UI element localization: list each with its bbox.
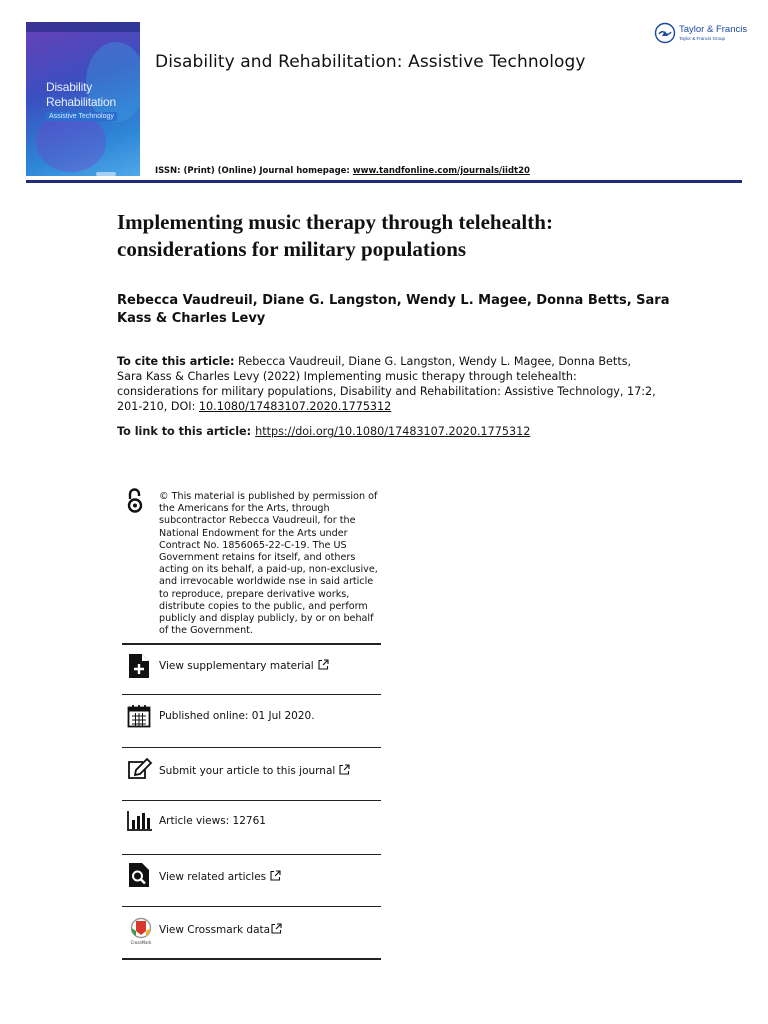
- supplementary-file-icon[interactable]: [127, 653, 151, 677]
- article-authors: Rebecca Vaudreuil, Diane G. Langston, Wendy L. Magee, Donna Betts, Sara Kass & Charles Levy: [117, 293, 670, 326]
- article-link: [117, 424, 657, 439]
- published-online-date: Published online: 01 Jul 2020.: [159, 710, 315, 722]
- bar-chart-icon: [127, 810, 151, 834]
- article-title: Implementing music therapy through telehealth: considerations for military populations: [117, 210, 553, 261]
- submit-article-label: Submit your article to this journal: [159, 765, 336, 777]
- cover-subtitle: Assistive Technology: [46, 112, 117, 121]
- view-supplementary-link[interactable]: [159, 659, 329, 672]
- issn-line: [155, 166, 530, 176]
- external-link-icon: [318, 659, 329, 670]
- crossmark-icon[interactable]: [127, 917, 155, 945]
- cover-title-line1: Disability: [46, 80, 93, 94]
- publisher-name: Taylor & Francis: [679, 24, 748, 35]
- article-doi-url[interactable]: https://doi.org/10.1080/17483107.2020.1775312: [255, 425, 531, 438]
- article-link-label: To link to this article:: [117, 425, 252, 438]
- taylor-francis-logo-icon: [654, 22, 676, 44]
- edit-pencil-icon[interactable]: [127, 757, 151, 781]
- related-search-icon[interactable]: [127, 862, 151, 886]
- panel-divider: [122, 906, 381, 907]
- submit-article-link[interactable]: [159, 764, 350, 777]
- publisher-group: Taylor & Francis Group: [679, 36, 726, 41]
- panel-divider: [122, 694, 381, 695]
- citation-text: Rebecca Vaudreuil, Diane G. Langston, Wendy L. Magee, Donna Betts, Sara Kass & Charles Levy (2022) Implementing music therapy through telehealth: considerations for military populations, Disability and Rehabilitation: Assistive Technology, 17:2, 201-210, DOI:: [117, 355, 656, 413]
- view-related-label: View related articles: [159, 871, 267, 883]
- cover-publisher-logo: [96, 172, 116, 176]
- open-access-notice: © This material is published by permission of the Americans for the Arts, through subcontractor Rebecca Vaudreuil, for the National Endowment for the Arts under Contract No. 1856065-22-C-19. The US Government retains for itself, and others acting on its behalf, a paid-up, non-exclusive, and irrevocable worldwide nse in said article to reproduce, prepare derivative works, distribute copies to the public, and perform publicly and display publicly, by or on behalf of the Government.: [159, 491, 378, 637]
- external-link-icon: [339, 764, 350, 775]
- panel-divider: [122, 854, 381, 855]
- view-crossmark-link[interactable]: [159, 923, 282, 936]
- view-related-link[interactable]: [159, 870, 281, 883]
- cover-title-line2: Rehabilitation: [46, 95, 116, 109]
- journal-homepage-link[interactable]: www.tandfonline.com/journals/iidt20: [352, 166, 530, 176]
- citation: [117, 354, 657, 414]
- calendar-icon: [127, 704, 151, 728]
- citation-doi-link[interactable]: 10.1080/17483107.2020.1775312: [198, 400, 392, 413]
- view-supplementary-label: View supplementary material: [159, 660, 314, 672]
- panel-divider: [122, 800, 381, 801]
- journal-title: Disability and Rehabilitation: Assistive Technology: [155, 52, 586, 72]
- panel-divider: [122, 747, 381, 748]
- crossmark-logo-text: CrossMark: [130, 940, 152, 945]
- header-divider: [26, 180, 742, 183]
- citation-label: To cite this article:: [117, 355, 235, 368]
- open-access-icon: [126, 488, 144, 514]
- external-link-icon: [271, 923, 282, 934]
- external-link-icon: [270, 870, 281, 881]
- issn-label: ISSN: (Print) (Online) Journal homepage:: [155, 166, 353, 176]
- panel-divider: [122, 643, 381, 645]
- article-views-count: Article views: 12761: [159, 815, 266, 827]
- panel-divider: [122, 958, 381, 960]
- publisher-logo[interactable]: [654, 22, 746, 46]
- journal-cover: [26, 22, 140, 176]
- view-crossmark-label: View Crossmark data: [159, 924, 271, 936]
